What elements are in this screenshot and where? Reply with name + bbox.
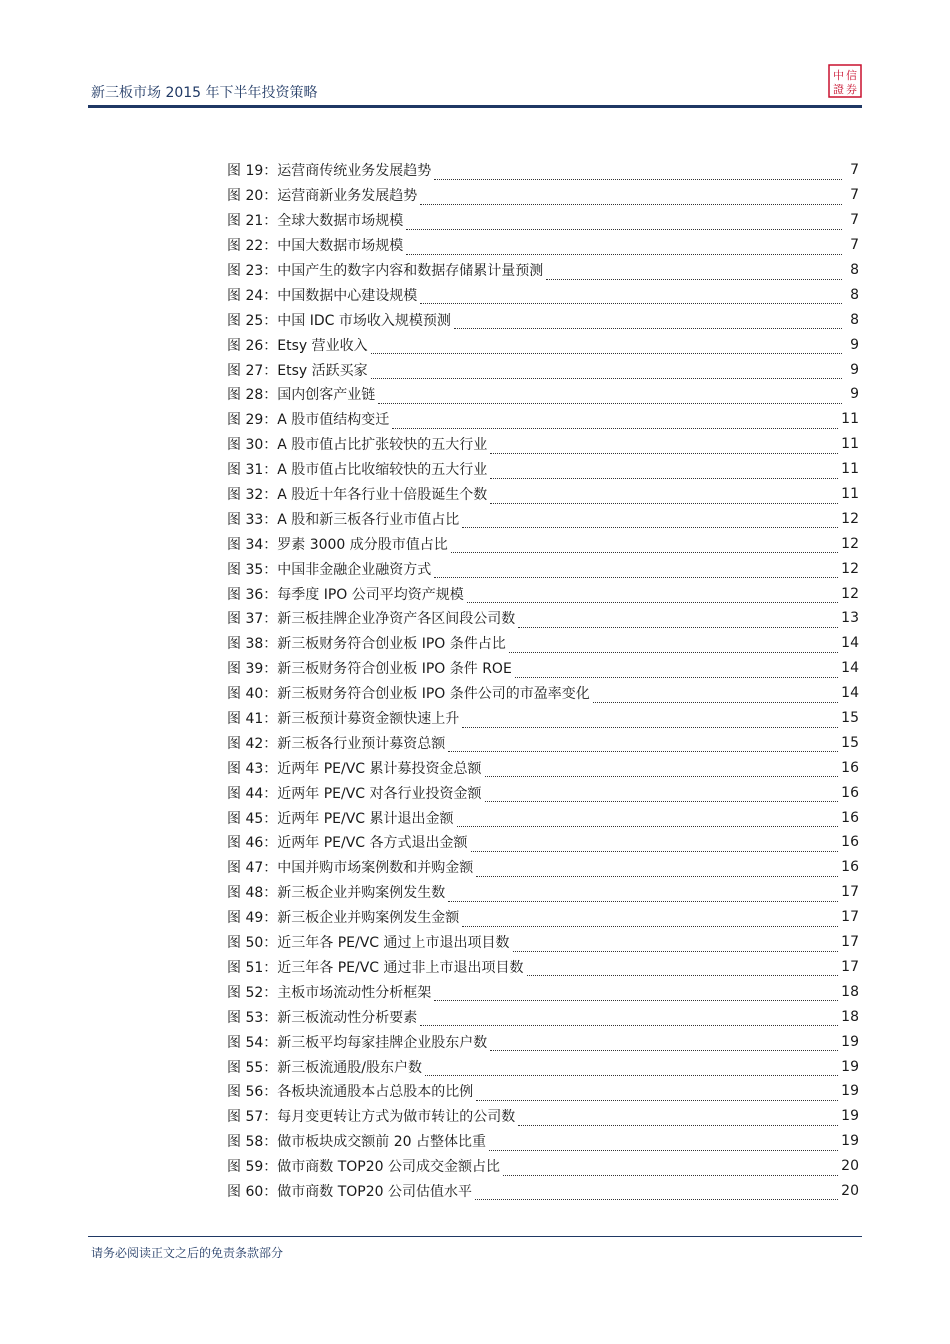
figure-number: 图 54 [227, 1034, 264, 1051]
figure-title: 近三年各 PE/VC 通过上市退出项目数 [277, 935, 510, 952]
dot-leader [593, 690, 838, 703]
figure-entry[interactable] [227, 158, 859, 183]
figure-number: 图 26 [227, 337, 264, 354]
dot-leader [485, 789, 839, 802]
figure-title: 运营商新业务发展趋势 [277, 188, 418, 205]
svg-text:信: 信 [846, 69, 857, 82]
figure-number: 图 46 [227, 835, 264, 852]
separator: ： [263, 586, 278, 603]
separator: ： [263, 636, 278, 653]
dot-leader [490, 441, 838, 454]
dot-leader [378, 391, 842, 404]
figure-number: 图 32 [227, 487, 264, 504]
figure-number: 图 53 [227, 1009, 264, 1026]
separator: ： [263, 561, 278, 578]
separator: ： [263, 1159, 278, 1176]
separator: ： [263, 835, 278, 852]
figure-number: 图 30 [227, 437, 264, 454]
page-number: 7 [850, 237, 859, 254]
dot-leader [527, 963, 839, 976]
figure-entry[interactable] [227, 282, 859, 307]
page-number: 9 [850, 386, 859, 403]
separator: ： [263, 213, 278, 230]
dot-leader [434, 167, 842, 180]
page-number: 17 [841, 884, 859, 901]
figure-number: 图 55 [227, 1059, 264, 1076]
dot-leader [490, 491, 838, 504]
figure-title: 中国大数据市场规模 [277, 238, 404, 255]
figure-entry[interactable] [227, 581, 859, 606]
separator: ： [263, 711, 278, 728]
dot-leader [406, 217, 842, 230]
figure-entry[interactable] [227, 1004, 859, 1029]
page-number: 9 [850, 361, 859, 378]
figure-number: 图 40 [227, 686, 264, 703]
separator: ： [263, 885, 278, 902]
figure-title: A 股市值占比扩张较快的五大行业 [277, 437, 488, 454]
dot-leader [454, 316, 842, 329]
dot-leader [420, 1013, 838, 1026]
figure-entry[interactable] [227, 805, 859, 830]
separator: ： [263, 1059, 278, 1076]
page-number: 12 [841, 560, 859, 577]
separator: ： [263, 686, 278, 703]
footer-divider [88, 1236, 862, 1237]
figure-number: 图 25 [227, 312, 264, 329]
page-number: 17 [841, 934, 859, 951]
figure-entry[interactable] [227, 258, 859, 283]
figure-number: 图 56 [227, 1084, 264, 1101]
figure-number: 图 29 [227, 412, 264, 429]
dot-leader [513, 939, 839, 952]
figure-number: 图 27 [227, 362, 264, 379]
figure-number: 图 50 [227, 935, 264, 952]
figure-entry[interactable] [227, 1054, 859, 1079]
dot-leader [392, 416, 838, 429]
separator: ： [263, 1134, 278, 1151]
page-number: 14 [841, 660, 859, 677]
figure-title: 新三板预计募资金额快速上升 [277, 711, 460, 728]
page-number: 18 [841, 983, 859, 1000]
separator: ： [263, 735, 278, 752]
page-number: 19 [841, 1083, 859, 1100]
figure-entry[interactable] [227, 681, 859, 706]
figure-number: 图 28 [227, 387, 264, 404]
page-number: 19 [841, 1108, 859, 1125]
figure-title: 做市商数 TOP20 公司成交金额占比 [277, 1159, 500, 1176]
dot-leader [434, 988, 838, 1001]
figure-title: 新三板企业并购案例发生金额 [277, 910, 460, 927]
dot-leader [489, 1138, 838, 1151]
svg-text:證: 證 [833, 83, 844, 96]
figure-number: 图 34 [227, 536, 264, 553]
separator: ： [263, 412, 278, 429]
dot-leader [371, 341, 842, 354]
separator: ： [263, 238, 278, 255]
page-number: 15 [841, 710, 859, 727]
figure-entry[interactable] [227, 755, 859, 780]
separator: ： [263, 785, 278, 802]
figure-entry[interactable] [227, 531, 859, 556]
figure-entry[interactable] [227, 482, 859, 507]
dot-leader [503, 1163, 838, 1176]
separator: ： [263, 487, 278, 504]
figure-entry[interactable] [227, 930, 859, 955]
dot-leader [448, 739, 838, 752]
page-number: 11 [841, 486, 859, 503]
figure-number: 图 39 [227, 661, 264, 678]
figure-title: 新三板财务符合创业板 IPO 条件占比 [277, 636, 506, 653]
separator: ： [263, 661, 278, 678]
figure-title: 近两年 PE/VC 对各行业投资金额 [277, 785, 482, 802]
page-number: 8 [850, 262, 859, 278]
separator: ： [263, 462, 278, 479]
separator: ： [263, 387, 278, 404]
figure-title: 新三板财务符合创业板 IPO 条件公司的市盈率变化 [277, 686, 590, 703]
figure-entry[interactable] [227, 1129, 859, 1154]
page-number: 17 [841, 958, 859, 975]
figure-title: 新三板挂牌企业净资产各区间段公司数 [277, 611, 516, 628]
page-number: 13 [841, 610, 859, 627]
separator: ： [263, 1109, 278, 1126]
figure-title: 近两年 PE/VC 累计退出金额 [277, 810, 454, 827]
dot-leader [462, 914, 838, 927]
separator: ： [263, 1084, 278, 1101]
dot-leader [462, 715, 838, 728]
citic-securities-logo [828, 64, 862, 98]
figure-entry[interactable] [227, 183, 859, 208]
separator: ： [263, 188, 278, 205]
figure-entry[interactable] [227, 208, 859, 233]
page-number: 12 [841, 535, 859, 552]
figure-title: A 股市值结构变迁 [277, 412, 390, 429]
separator: ： [263, 611, 278, 628]
dot-leader [490, 466, 838, 479]
figure-title: 新三板企业并购案例发生数 [277, 885, 446, 902]
separator: ： [263, 263, 278, 279]
dot-leader [371, 366, 842, 379]
separator: ： [263, 1183, 278, 1200]
page-number: 7 [850, 187, 859, 204]
figure-entry[interactable] [227, 706, 859, 731]
figure-number: 图 21 [227, 213, 264, 230]
figure-number: 图 59 [227, 1159, 264, 1176]
separator: ： [263, 1009, 278, 1026]
figure-title: 新三板财务符合创业板 IPO 条件 ROE [277, 661, 512, 678]
dot-leader [476, 1088, 838, 1101]
page-number: 20 [841, 1182, 859, 1199]
figure-entry[interactable] [227, 830, 859, 855]
page-number: 12 [841, 510, 859, 527]
page-number: 9 [850, 336, 859, 353]
dot-leader [457, 814, 839, 827]
figure-number: 图 23 [227, 263, 264, 279]
figure-title: 中国 IDC 市场收入规模预测 [277, 312, 451, 329]
separator: ： [263, 287, 278, 304]
dot-leader [471, 839, 839, 852]
figure-number: 图 31 [227, 462, 264, 479]
page-number: 7 [850, 212, 859, 229]
figure-entry[interactable] [227, 1154, 859, 1179]
dot-leader [490, 1038, 838, 1051]
figure-entry[interactable] [227, 432, 859, 457]
dot-leader [420, 291, 842, 304]
figure-entry[interactable] [227, 1104, 859, 1129]
dot-leader [485, 764, 839, 777]
figure-title: 新三板流通股/股东户数 [277, 1059, 422, 1076]
figure-number: 图 43 [227, 760, 264, 777]
figure-title: 新三板平均每家挂牌企业股东户数 [277, 1034, 488, 1051]
figure-number: 图 22 [227, 238, 264, 255]
dot-leader [425, 1063, 838, 1076]
figure-title: 中国产生的数字内容和数据存储累计量预测 [277, 263, 544, 279]
figure-entry[interactable] [227, 357, 859, 382]
page-number: 19 [841, 1033, 859, 1050]
figure-entry[interactable] [227, 855, 859, 880]
figure-number: 图 38 [227, 636, 264, 653]
header-divider [88, 105, 862, 108]
separator: ： [263, 810, 278, 827]
dot-leader [467, 590, 838, 603]
figure-entry[interactable] [227, 457, 859, 482]
svg-text:券: 券 [846, 83, 857, 96]
figure-number: 图 36 [227, 586, 264, 603]
figure-title: 每季度 IPO 公司平均资产规模 [277, 586, 464, 603]
page-number: 15 [841, 734, 859, 751]
separator: ： [263, 910, 278, 927]
disclaimer-note: 请务必阅读正文之后的免责条款部分 [91, 1246, 284, 1260]
figure-number: 图 57 [227, 1109, 264, 1126]
page-number: 16 [841, 834, 859, 851]
separator: ： [263, 1034, 278, 1051]
figure-title: 罗素 3000 成分股市值占比 [277, 536, 448, 553]
figure-number: 图 44 [227, 785, 264, 802]
figure-title: 新三板流动性分析要素 [277, 1009, 418, 1026]
figure-entry[interactable] [227, 556, 859, 581]
figure-entry[interactable] [227, 955, 859, 980]
figure-number: 图 51 [227, 959, 264, 976]
figure-title: 近三年各 PE/VC 通过非上市退出项目数 [277, 959, 524, 976]
figure-title: Etsy 活跃买家 [277, 362, 368, 379]
dot-leader [434, 565, 838, 578]
dot-leader [448, 889, 838, 902]
figure-entry[interactable] [227, 606, 859, 631]
figure-entry[interactable] [227, 506, 859, 531]
report-title: 新三板市场 2015 年下半年投资策略 [91, 85, 318, 101]
figure-list [227, 158, 859, 1203]
figure-number: 图 20 [227, 188, 264, 205]
figure-title: 中国数据中心建设规模 [277, 287, 418, 304]
separator: ： [263, 860, 278, 877]
separator: ： [263, 760, 278, 777]
page-number: 8 [850, 311, 859, 328]
figure-number: 图 49 [227, 910, 264, 927]
page-number: 16 [841, 859, 859, 876]
figure-title: A 股近十年各行业十倍股诞生个数 [277, 487, 488, 504]
dot-leader [518, 1113, 838, 1126]
dot-leader [515, 665, 838, 678]
dot-leader [475, 1187, 838, 1200]
figure-entry[interactable] [227, 307, 859, 332]
svg-text:中: 中 [833, 69, 844, 82]
figure-number: 图 58 [227, 1134, 264, 1151]
figure-title: 每月变更转让方式为做市转让的公司数 [277, 1109, 516, 1126]
dot-leader [451, 540, 838, 553]
figure-number: 图 24 [227, 287, 264, 304]
figure-title: 近两年 PE/VC 累计募投资金总额 [277, 760, 482, 777]
dot-leader [509, 640, 838, 653]
page-number: 14 [841, 635, 859, 652]
dot-leader [476, 864, 838, 877]
figure-title: 做市商数 TOP20 公司估值水平 [277, 1183, 472, 1200]
figure-entry[interactable] [227, 631, 859, 656]
figure-title: 国内创客产业链 [277, 387, 376, 404]
figure-number: 图 60 [227, 1183, 264, 1200]
figure-title: 中国非金融企业融资方式 [277, 561, 432, 578]
page-number: 11 [841, 411, 859, 428]
separator: ： [263, 511, 278, 528]
figure-entry[interactable] [227, 407, 859, 432]
figure-number: 图 19 [227, 163, 264, 180]
figure-title: 主板市场流动性分析框架 [277, 984, 432, 1001]
page-number: 11 [841, 461, 859, 478]
page-number: 18 [841, 1008, 859, 1025]
separator: ： [263, 312, 278, 329]
figure-entry[interactable] [227, 1029, 859, 1054]
separator: ： [263, 437, 278, 454]
figure-title: 近两年 PE/VC 各方式退出金额 [277, 835, 468, 852]
separator: ： [263, 959, 278, 976]
separator: ： [263, 935, 278, 952]
page-number: 14 [841, 685, 859, 702]
figure-number: 图 37 [227, 611, 264, 628]
figure-title: 做市板块成交额前 20 占整体比重 [277, 1134, 486, 1151]
figure-title: 中国并购市场案例数和并购金额 [277, 860, 474, 877]
figure-entry[interactable] [227, 905, 859, 930]
figure-number: 图 35 [227, 561, 264, 578]
separator: ： [263, 337, 278, 354]
figure-title: 新三板各行业预计募资总额 [277, 735, 446, 752]
separator: ： [263, 984, 278, 1001]
figure-entry[interactable] [227, 382, 859, 407]
figure-entry[interactable] [227, 233, 859, 258]
figure-number: 图 33 [227, 511, 264, 528]
page-number: 16 [841, 759, 859, 776]
figure-entry[interactable] [227, 656, 859, 681]
page-number: 12 [841, 585, 859, 602]
figure-entry[interactable] [227, 332, 859, 357]
page-number: 17 [841, 909, 859, 926]
page-number: 19 [841, 1133, 859, 1150]
page-number: 11 [841, 436, 859, 453]
dot-leader [406, 242, 842, 255]
page-number: 19 [841, 1058, 859, 1075]
page-number: 8 [850, 286, 859, 303]
figure-title: 全球大数据市场规模 [277, 213, 404, 230]
figure-title: A 股和新三板各行业市值占比 [277, 511, 460, 528]
figure-entry[interactable] [227, 730, 859, 755]
dot-leader [518, 615, 838, 628]
figure-title: Etsy 营业收入 [277, 337, 368, 354]
figure-number: 图 45 [227, 810, 264, 827]
page-number: 20 [841, 1158, 859, 1175]
dot-leader [420, 192, 842, 205]
figure-entry[interactable] [227, 1079, 859, 1104]
figure-title: 运营商传统业务发展趋势 [277, 163, 432, 180]
separator: ： [263, 536, 278, 553]
dot-leader [546, 267, 842, 280]
figure-title: A 股市值占比收缩较快的五大行业 [277, 462, 488, 479]
figure-title: 各板块流通股本占总股本的比例 [277, 1084, 474, 1101]
figure-number: 图 42 [227, 735, 264, 752]
figure-number: 图 52 [227, 984, 264, 1001]
figure-number: 图 47 [227, 860, 264, 877]
page-number: 16 [841, 784, 859, 801]
figure-entry[interactable] [227, 880, 859, 905]
page-number: 7 [850, 162, 859, 179]
separator: ： [263, 163, 278, 180]
figure-entry[interactable] [227, 979, 859, 1004]
figure-entry[interactable] [227, 780, 859, 805]
figure-number: 图 48 [227, 885, 264, 902]
figure-number: 图 41 [227, 711, 264, 728]
page-number: 16 [841, 809, 859, 826]
separator: ： [263, 362, 278, 379]
dot-leader [462, 515, 838, 528]
figure-entry[interactable] [227, 1179, 859, 1204]
